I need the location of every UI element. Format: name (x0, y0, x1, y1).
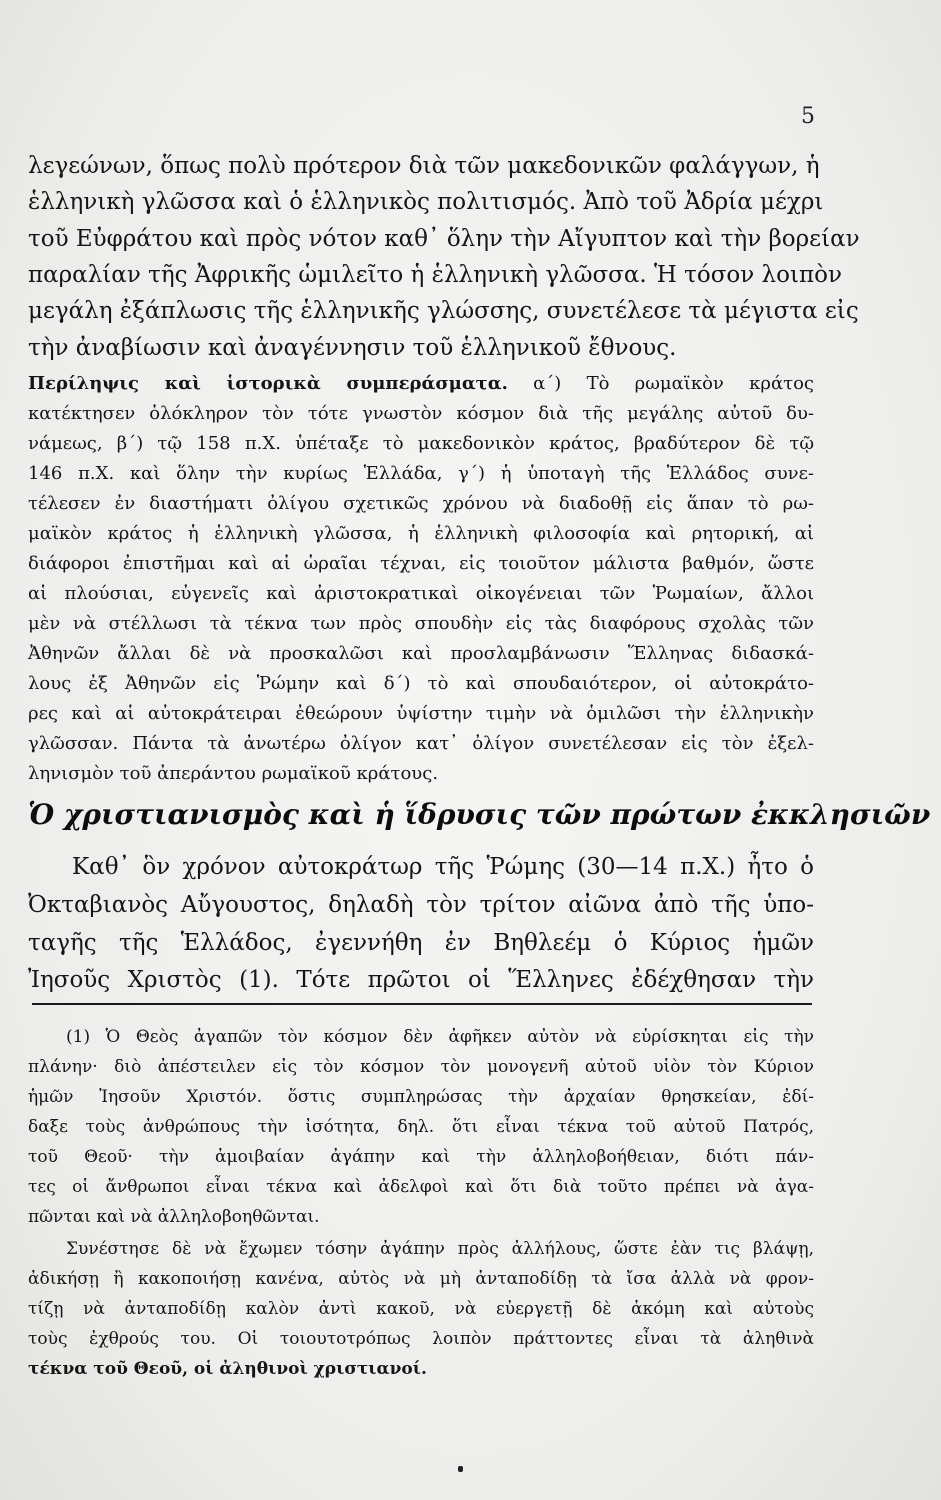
summary-line: λους ἐξ Ἀθηνῶν εἰς Ῥώμην καὶ δ΄) τὸ καὶ σπουδαιότερον, οἱ αὐτοκράτο- (28, 673, 814, 694)
footnote-line: δαξε τοὺς ἀνθρώπους τὴν ἰσότητα, δηλ. ὅτι εἶναι τέκνα τοῦ αὐτοῦ Πατρός, (28, 1117, 814, 1137)
body-line: τοῦ Εὐφράτου καὶ πρὸς νότον καθ᾽ ὅλην τὴν Αἴγυπτον καὶ τὴν βορείαν (28, 226, 860, 252)
summary-line: διάφοροι ἐπιστῆμαι καὶ αἱ ὡραῖαι τέχναι, εἰς τοιοῦτον μάλιστα βαθμόν, ὥστε (28, 553, 814, 574)
body-line: μεγάλη ἐξάπλωσις τῆς ἑλληνικῆς γλώσσης, συνετέλεσε τὰ μέγιστα εἰς (28, 298, 859, 324)
section-heading: Ὁ χριστιανισμὸς καὶ ἡ ἵδρυσις τῶν πρώτων ἐκκλησιῶν (28, 798, 931, 831)
section-line: Ὀκταβιανὸς Αὔγουστος, δηλαδὴ τὸν τρίτον αἰῶνα ἀπὸ τῆς ὑπο- (28, 892, 814, 918)
section-line: ταγῆς τῆς Ἑλλάδος, ἐγεννήθη ἐν Βηθλεέμ ὁ Κύριος ἡμῶν (28, 930, 814, 956)
footnote-line: ἀδικήσῃ ἢ κακοποιήσῃ κανένα, αὐτὸς νὰ μὴ ἀνταποδίδῃ τὰ ἴσα ἀλλὰ νὰ φρον- (28, 1269, 814, 1289)
body-line: ἑλληνικὴ γλῶσσα καὶ ὁ ἑλληνικὸς πολιτισμός. Ἀπὸ τοῦ Ἀδρία μέχρι (28, 189, 824, 215)
summary-first-line (28, 370, 814, 398)
section-line: Καθ᾽ ὃν χρόνον αὐτοκράτωρ τῆς Ῥώμης (30—14 π.Χ.) ἦτο ὁ (72, 854, 814, 880)
summary-line: Ἀθηνῶν ἄλλαι δὲ νὰ προσκαλῶσι καὶ προσλαμβάνωσιν Ἕλληνας διδασκά- (28, 643, 814, 664)
summary-line: μὲν νὰ στέλλωσι τὰ τέκνα των πρὸς σπουδὴν εἰς τὰς διαφόρους σχολὰς τῶν (28, 613, 814, 634)
footnote-line: ἡμῶν Ἰησοῦν Χριστόν. ὅστις συμπληρώσας τὴν ἀρχαίαν θρησκείαν, ἐδί- (28, 1087, 814, 1107)
summary-line: γλῶσσαν. Πάντα τὰ ἀνωτέρω ὀλίγον κατ᾽ ὀλίγον συνετέλεσαν εἰς τὸν ἐξελ- (28, 733, 814, 754)
footnote-line: τες οἱ ἄνθρωποι εἶναι τέκνα καὶ ἀδελφοὶ καὶ ὅτι διὰ τοῦτο πρέπει νὰ ἀγα- (28, 1177, 814, 1197)
summary-line: κατέκτησεν ὁλόκληρον τὸν τότε γνωστὸν κόσμον διὰ τῆς μεγάλης αὐτοῦ δυ- (28, 403, 814, 424)
summary-heading: Περίληψις καὶ ἱστορικὰ συμπεράσματα. (28, 373, 508, 394)
summary-line: αἱ πλούσιαι, εὐγενεῖς καὶ ἀριστοκρατικαὶ οἰκογένειαι τῶν Ῥωμαίων, ἄλλοι (28, 583, 814, 604)
footnote-line: τέκνα τοῦ Θεοῦ, οἱ ἀληθινοὶ χριστιανοί. (28, 1359, 427, 1379)
footnote-line: τοὺς ἐχθρούς του. Οἱ τοιουτοτρόπως λοιπὸν πράττοντες εἶναι τὰ ἀληθινὰ (28, 1329, 814, 1349)
summary-line: ληνισμὸν τοῦ ἀπεράντου ρωμαϊκοῦ κράτους. (28, 763, 439, 784)
ink-speck (458, 1466, 463, 1472)
page-number: 5 (801, 104, 815, 129)
summary-line: τέλεσεν ἐν διαστήματι ὀλίγου σχετικῶς χρόνου νὰ διαδοθῇ εἰς ἅπαν τὸ ρω- (28, 493, 814, 514)
footnote-rule (32, 1003, 812, 1005)
footnote-line: πῶνται καὶ νὰ ἀλληλοβοηθῶνται. (28, 1207, 320, 1227)
summary-line: ρες καὶ αἱ αὐτοκράτειραι ἐθεώρουν ὑψίστην τιμὴν νὰ ὁμιλῶσι τὴν ἑλληνικὴν (28, 703, 814, 724)
footnote-line: πλάνην· διὸ ἀπέστειλεν εἰς τὸν κόσμον τὸν μονογενῆ αὐτοῦ υἱὸν τὸν Κύριον (28, 1057, 814, 1077)
summary-first-rest: α΄) Τὸ ρωμαϊκὸν κράτος (533, 373, 814, 394)
footnote-line: Συνέστησε δὲ νὰ ἔχωμεν τόσην ἀγάπην πρὸς ἀλλήλους, ὥστε ἐὰν τις βλάψῃ, (66, 1239, 814, 1259)
body-line: λεγεώνων, ὅπως πολὺ πρότερον διὰ τῶν μακεδονικῶν φαλάγγων, ἡ (28, 153, 820, 179)
summary-line: μαϊκὸν κράτος ἡ ἑλληνικὴ γλῶσσα, ἡ ἑλληνικὴ φιλοσοφία καὶ ρητορική, αἱ (28, 523, 814, 544)
body-line: τὴν ἀναβίωσιν καὶ ἀναγέννησιν τοῦ ἑλληνικοῦ ἔθνους. (28, 335, 677, 361)
summary-line: νάμεως, β΄) τῷ 158 π.Χ. ὑπέταξε τὸ μακεδονικὸν κράτος, βραδύτερον δὲ τῷ (28, 433, 814, 454)
footnote-line: (1) Ὁ Θεὸς ἀγαπῶν τὸν κόσμον δὲν ἀφῆκεν αὐτὸν νὰ εὑρίσκηται εἰς τὴν (66, 1027, 814, 1047)
footnote-line: τοῦ Θεοῦ· τὴν ἀμοιβαίαν ἀγάπην καὶ τὴν ἀλληλοβοήθειαν, διότι πάν- (28, 1147, 814, 1167)
body-line: παραλίαν τῆς Ἀφρικῆς ὡμιλεῖτο ἡ ἑλληνικὴ γλῶσσα. Ἡ τόσον λοιπὸν (28, 262, 842, 288)
summary-line: 146 π.Χ. καὶ ὅλην τὴν κυρίως Ἑλλάδα, γ΄) ἡ ὑποταγὴ τῆς Ἑλλάδος συνε- (28, 463, 814, 484)
section-line: Ἰησοῦς Χριστὸς (1). Τότε πρῶτοι οἱ Ἕλληνες ἐδέχθησαν τὴν (28, 967, 814, 993)
footnote-line: τίζῃ νὰ ἀνταποδίδῃ καλὸν ἀντὶ κακοῦ, νὰ εὐεργετῇ δὲ ἀκόμη καὶ αὐτοὺς (28, 1299, 814, 1319)
